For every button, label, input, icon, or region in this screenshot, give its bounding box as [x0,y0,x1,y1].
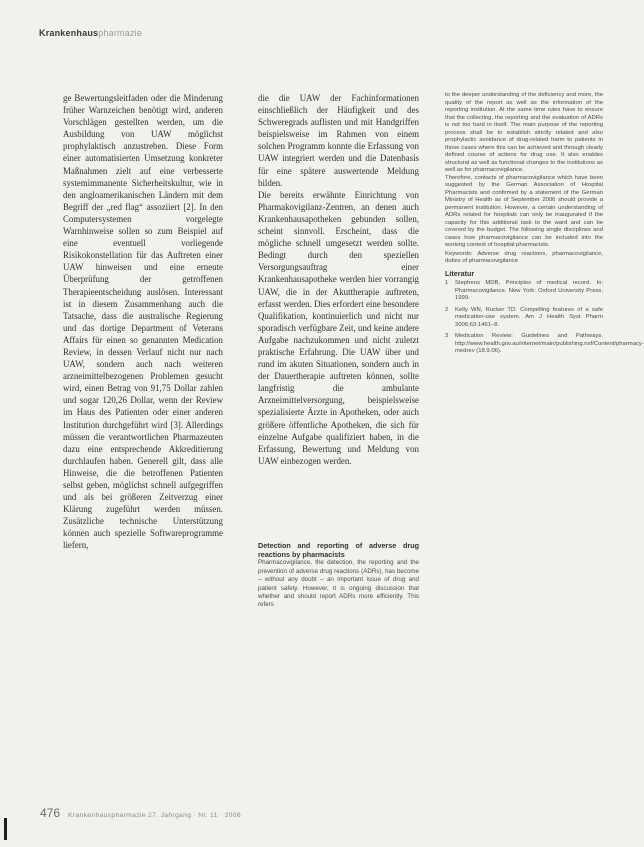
reference-item [445,280,603,303]
reference-number: 3 [445,333,449,339]
journal-citation: Krankenhauspharmazie 27. Jahrgang · Nr. 11 · 2006 [68,812,241,819]
column3-paragraph-2: Therefore, contacts of pharmacovigilance which have been suggested by the German Association of Hospital Pharmacists and confirmed by a statement of the German Ministry of Health as of September 2006 should provide a permanent institution. However, a certain understanding of ADRs related for hospitals can only be inaugurated if the capacity for this additional task to the ward and can be covered by the budget. The following single disciplines and cases how pharmacovigilance can be included into the working context of hospital pharmacists. [445,174,603,248]
column2-paragraph-1: die die UAW der Fachinformationen einschließlich der Häufigkeit und des Schweregrads auflisten und mit Handgriffen beispielsweise im Rahmen von einem solchen Programm konnte die Erfassung von UAW integriert werden und die Datenbasis für eine spätere auswertende Meldung bilden. [258,93,419,188]
reference-list [445,280,644,356]
column2-paragraph-2: Die bereits erwähnte Einrichtung von Pharmakovigilanz-Zentren, an denen auch Krankenhausapotheken gebunden sollen, scheint sinnvoll. Erscheint, dass die mögliche schnell umgesetzt werden sollte. Bedingt durch den speziellen Versorgungsauftrag einer Krankenhausapotheke werden hier vorrangig UAW, die in der Akuttherapie auftreten, erfasst werden. Dies erfordert eine besondere Qualifikation, kontinuierlich und nicht nur sporadisch verfügbare Zeit, und keine andere Aufgabe nachzukommen und nicht zuletzt praktische Erfahrung. Die UAW über und rund im akuten Situationen, sondern auch in der Dauertherapie auftreten können, sollte langfristig die ambulante Arzneimittelversorgung, beispielsweise spezialisierte Ärzte in Apotheken, oder auch größere öffentliche Apotheken, die sich für einzelne Aufgabe qualifiziert haben, in die Erfassung, Bewertung und Meldung von UAW einbezogen werden. [258,189,419,466]
english-summary [258,542,419,610]
scan-edge-mark [4,818,7,840]
page-number: 476 [40,806,61,820]
header-krankenhaus: Krankenhaus [39,28,99,38]
page-footer [40,806,241,820]
reference-item [445,307,603,330]
reference-number: 2 [445,306,449,313]
column3-paragraph-1: to the deeper understanding of the deficiency and more, the quality of the report as well as the information of the reporting institution. At the same time rules have to ensure that the collecting, the reporting and the evaluation of ADRs is not too hard in itself. The main purpose of the reporting process shall be to establish strictly related and also prophylactic avoidance of drug-related harm to patients in those cases where this can be achieved and through clearly defined course of actions for drug use. It also enables structural as well as functional changes to the institutions as well as for pharmacovigilance. [445,92,603,173]
reference-number: 1 [445,280,449,286]
journal-section-header [39,28,142,38]
reference-item [445,333,644,356]
reference-text: Kelly WN, Rucker TD. Compelling features of a safe medication-use system. Am J Health Syst Pharm 2006;63:1461–8. [455,306,603,328]
reference-text: Medication Review: Guidelines and Pathways. http://www.health.gov.au/internet/main/publishing.nsf/Content/pharmacy-medrev (18.9.06). [455,333,644,354]
english-summary-text: Pharmacovigilance, the detection, the reporting and the prevention of adverse drug reactions (ADRs), has become – without any doubt – an important issue of drug and patient safety. However, it is ongoing discussion that whether and should report ADRs more efficiently. This refers [258,559,419,609]
reference-text: Stephens MDB, Principles of medical record. In: Pharmacovigilance. New York: Oxford University Press, 1999. [455,280,603,301]
body-column-3 [445,92,644,532]
header-pharmazie: pharmazie [98,28,143,38]
column1-text: ge Bewertungsleitfaden oder die Minderung früher Warnzeichen benötigt wird, anderen Vorschlägen gestellten werden, um die Ausbildung von UAW möglichst prophylaktisch anzustreben. Diese Form einer automatisierten Umsetzung konkreter Maßnahmen zielt auf eine verbesserte systemimmanente Sicherheitskultur, wie in den angloamerikanischen Ländern mit dem Begriff der „red flag“ assoziiert [2]. In den Computersystemen vorgelegte Warnhinweise sollen so zum Beispiel auf eine eventuell vorliegende Risikokonstellation für das Auftreten einer UAW hinweisen und eine erneute Überprüfung der getroffenen Therapieentscheidung auslösen. Interessant ist in diesem Zusammenhang auch die Tatsache, dass die australische Regierung und das dortige Department of Veterans Affairs für einen so genannten Medication Review, in dessen Verlauf nicht nur nach UAW, sondern auch nach weiteren arzneimittelbezogenen Problemen gesucht wird, einen Betrag von 91,75 Dollar zahlen und sogar 120,26 Dollar, wenn der Review im Haus des Patienten oder einer anderen Institution durchgeführt wird [3]. Allerdings müssen die verantwortlichen Pharmazeuten dazu eine entsprechende Akkreditierung durchlaufen haben. Generell gilt, dass alle Hinweise, die die betroffenen Patienten selbst geben, möglichst schnell aufgegriffen und als bei größeren Zeitverzug einer Klärung zugeführt werden müssen. Zusätzliche technische Unterstützung können auch spezielle Softwareprogramme liefern, [63,93,223,551]
body-column-2 [258,92,419,557]
english-summary-heading: Detection and reporting of adverse drug reactions by pharmacists [258,541,419,559]
keywords: Keywords: Adverse drug reactions, pharmacovigilance, duties of pharmacovigilance [445,250,603,264]
body-column-1 [63,92,223,562]
literature-heading: Literatur [445,268,475,278]
